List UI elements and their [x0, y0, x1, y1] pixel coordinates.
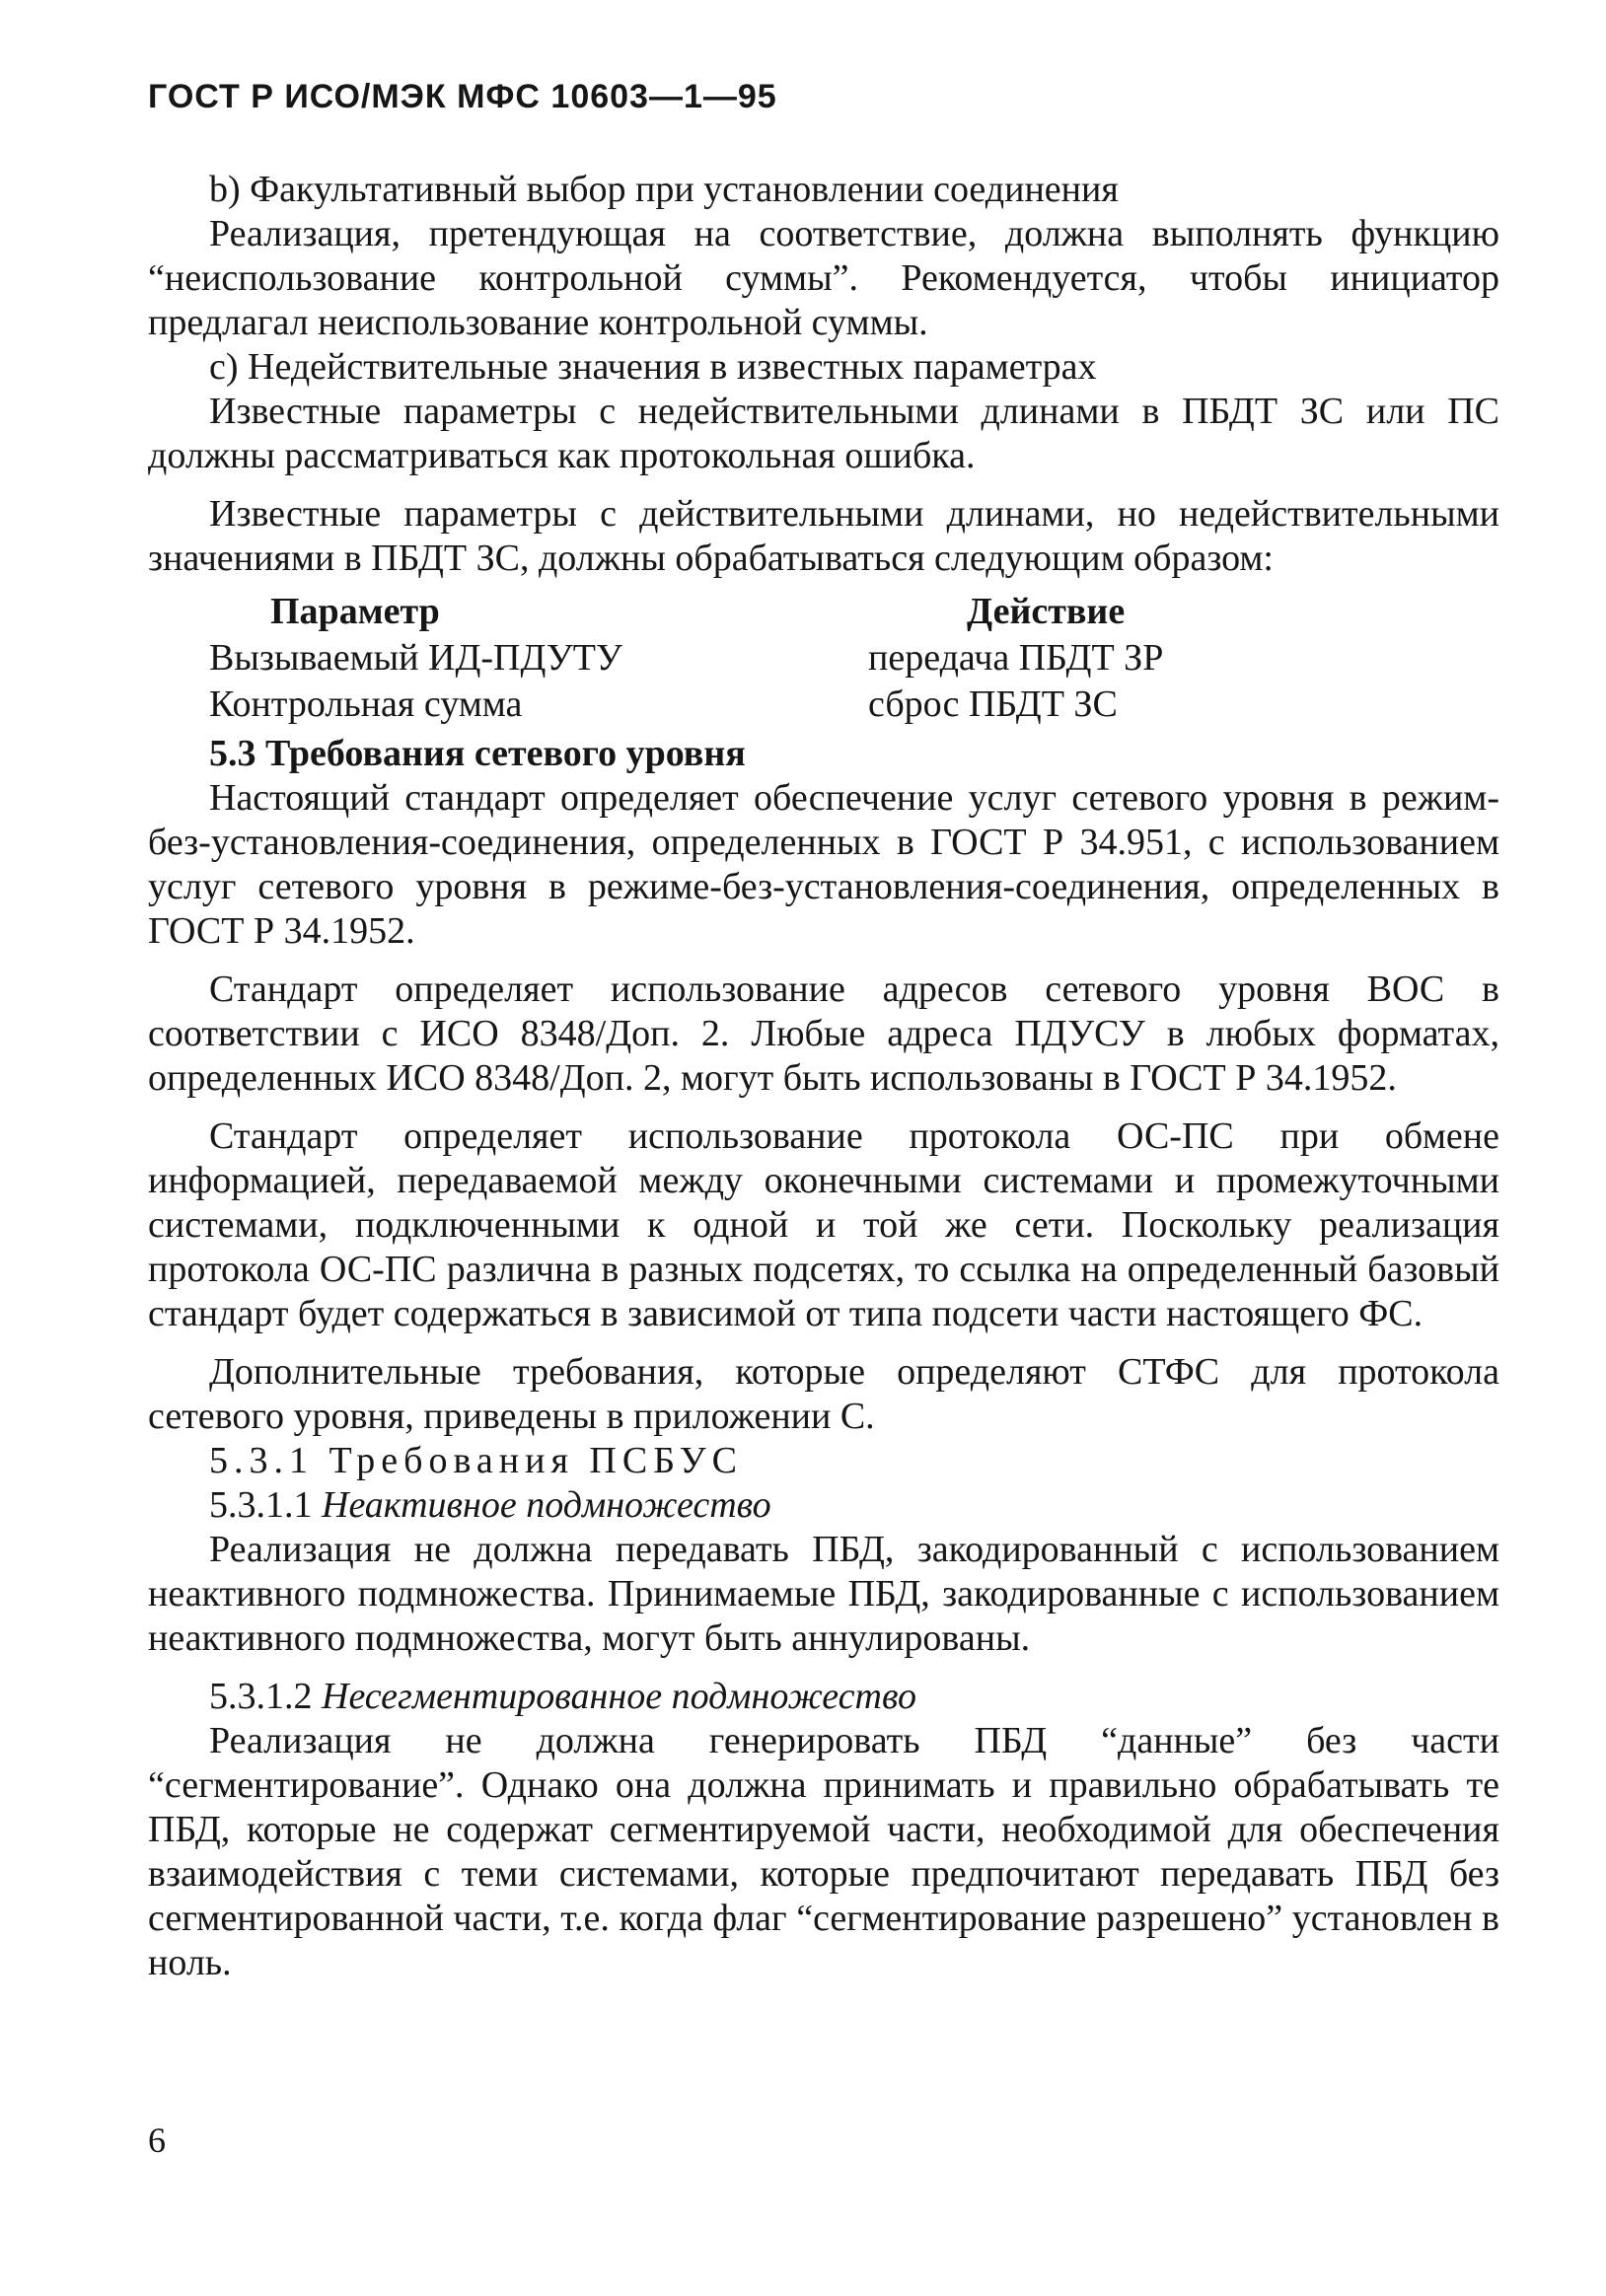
section-5-3-heading: 5.3 Требования сетевого уровня [209, 733, 746, 774]
page-number: 6 [148, 2120, 166, 2160]
section-5-3-1-1-heading [148, 1483, 1499, 1528]
table-header-action: Действие [967, 591, 1126, 632]
section-5-3-1-heading: 5.3.1 Требования ПСБУС [209, 1440, 743, 1481]
document-header: ГОСТ Р ИСО/МЭК МФС 10603—1—95 [148, 78, 777, 115]
table-cell: сброс ПБДТ ЗС [868, 683, 1118, 725]
section-5-3-1-1-text: Реализация не должна передавать ПБД, закодированный с использованием неактивного подмножества. Принимаемые ПБД, закодированные с использованием неактивного подмножества, могут быть аннулированы. [148, 1529, 1499, 1659]
table-cell: Вызываемый ИД-ПДУТУ [209, 637, 622, 679]
section-title: Неактивное подмножество [322, 1484, 771, 1526]
parameter-action-table [209, 589, 1499, 728]
section-5-3-1-2-heading [148, 1675, 1499, 1719]
section-5-3-paragraph-4: Дополнительные требования, которые определяют СТФС для протокола сетевого уровня, приведены в приложении С. [148, 1351, 1499, 1437]
section-c-paragraph-1: Известные параметры с недействительными длинами в ПБДТ ЗС или ПС должны рассматриваться как протокольная ошибка. [148, 391, 1499, 476]
section-5-3-paragraph-3: Стандарт определяет использование протокола ОС-ПС при обмене информацией, передаваемой между оконечными системами и промежуточными системами, подключенными к одной и той же сети. Поскольку реализация протокола ОС-ПС различна в разных подсетях, то ссылка на определенный базовый стандарт будет содержаться в зависимой от типа подсети части настоящего ФС. [148, 1115, 1499, 1334]
section-number: 5.3.1.2 [209, 1676, 313, 1717]
table-cell: передача ПБДТ ЗР [868, 637, 1164, 679]
table-cell: Контрольная сумма [209, 683, 523, 725]
table-row [209, 635, 1499, 682]
table-row [209, 682, 1499, 728]
section-title: Несегментированное подмножество [322, 1676, 916, 1717]
section-b-heading: b) Факультативный выбор при установлении соединения [209, 169, 1119, 210]
section-number: 5.3.1.1 [209, 1484, 313, 1526]
document-page [148, 77, 1499, 1985]
section-b-text: Реализация, претендующая на соответствие, должна выполнять функцию “неиспользование контрольной суммы”. Рекомендуется, чтобы инициатор предлагал неиспользование контрольной суммы. [148, 213, 1499, 343]
section-5-3-paragraph-2: Стандарт определяет использование адресов сетевого уровня ВОС в соответствии с ИСО 8348/Доп. 2. Любые адреса ПДУСУ в любых форматах, определенных ИСО 8348/Доп. 2, могут быть использованы в ГОСТ Р 34.1952. [148, 969, 1499, 1099]
section-5-3-1-2-text: Реализация не должна генерировать ПБД “данные” без части “сегментирование”. Однако она должна принимать и правильно обрабатывать те ПБД, которые не содержат сегментируемой части, необходимой для обеспечения взаимодействия с теми системами, которые предпочитают передавать ПБД без сегментированной части, т.е. когда флаг “сегментирование разрешено” установлен в ноль. [148, 1720, 1499, 1983]
section-c-heading: c) Недействительные значения в известных параметрах [209, 346, 1097, 388]
section-5-3-paragraph-1: Настоящий стандарт определяет обеспечение услуг сетевого уровня в режим-без-установления-соединения, определенных в ГОСТ Р 34.951, с использованием услуг сетевого уровня в режиме-без-установления-соединения, определенных в ГОСТ Р 34.1952. [148, 777, 1499, 952]
section-c-paragraph-2: Известные параметры с действительными длинами, но недействительными значениями в ПБДТ ЗС, должны обрабатываться следующим образом: [148, 493, 1499, 579]
table-header-parameter: Параметр [270, 591, 440, 632]
table-header-row [209, 589, 1499, 635]
